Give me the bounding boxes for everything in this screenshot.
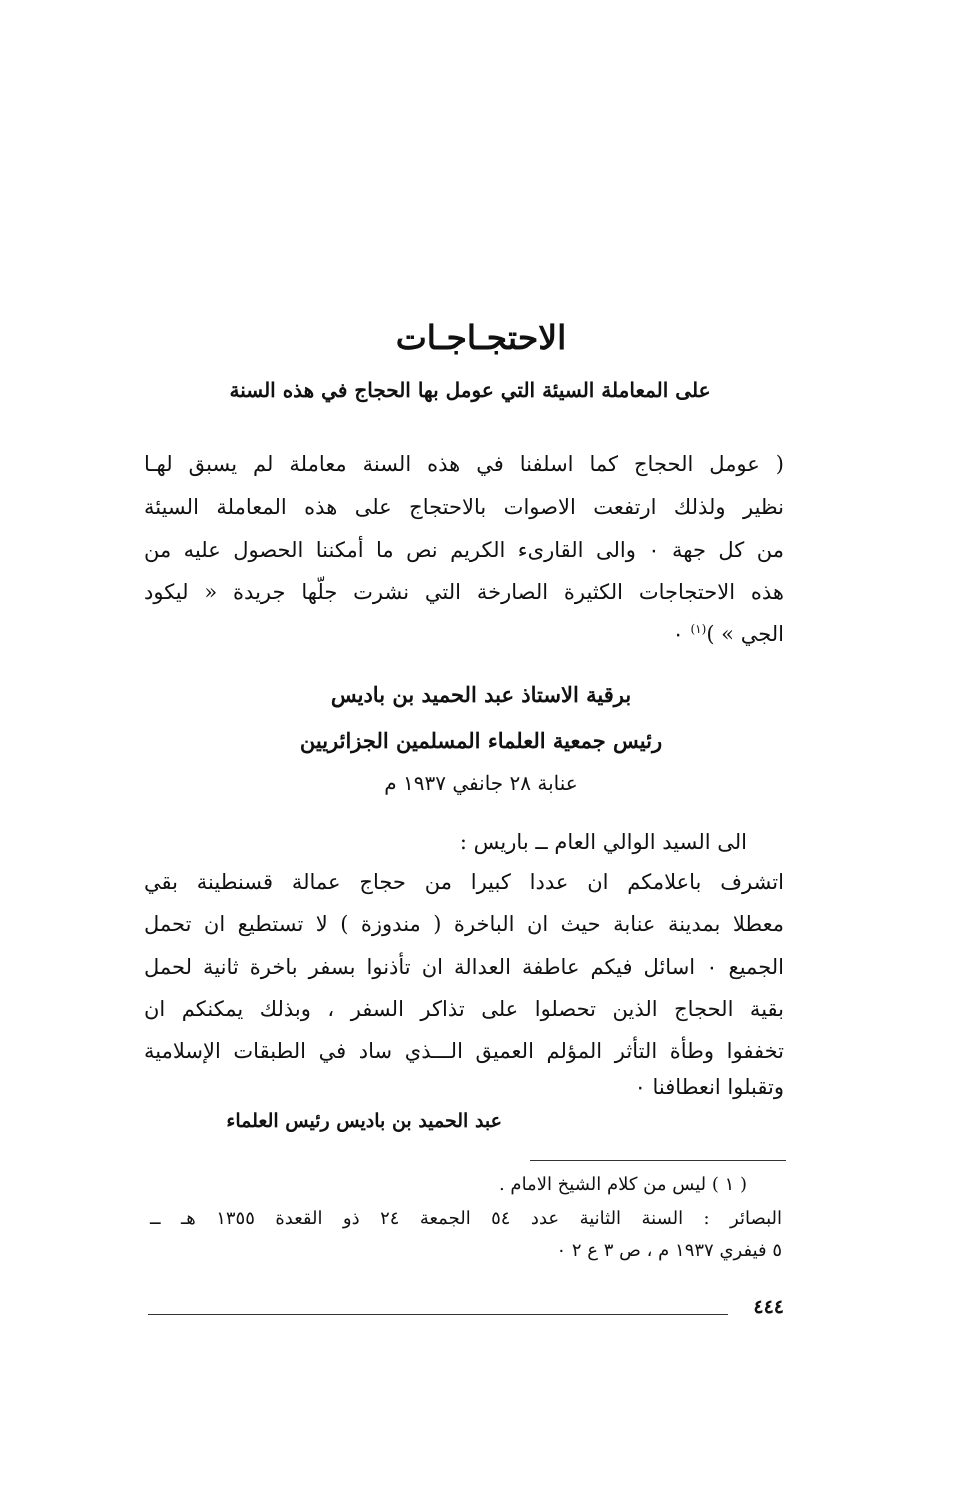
footnote-reference: (١): [690, 622, 707, 636]
footnote-line: ( ١ ) ليس من كلام الشيخ الامام .: [498, 1174, 747, 1195]
telegram-line: الجميع ٠ اسائل فيكم عاطفة العدالة ان تأذنوا بسفر باخرة ثانية لحمل: [144, 955, 784, 979]
telegram-line: اتشرف باعلامكم ان عددا كبيرا من حجاج عمالة قسنطينة بقي: [144, 870, 784, 894]
page-subtitle: على المعاملة السيئة التي عومل بها الحجاج في هذه السنة: [229, 378, 711, 402]
telegram-line: بقية الحجاج الذين تحصلوا على تذاكر السفر ، وبذلك يمكنكم ان: [144, 997, 784, 1021]
intro-line: الجي » ): [706, 622, 784, 646]
intro-line: هذه الاحتجاجات الكثيرة الصارخة التي نشرت جلّها جريدة « ليكود: [144, 580, 784, 604]
telegram-line: معطلا بمدينة عنابة حيث ان الباخرة ( مندوزة ) لا تستطيع ان تحمل: [144, 912, 784, 936]
intro-last-line: [144, 622, 784, 646]
page-number: ٤٤٤: [753, 1296, 784, 1318]
page-title: الاحتجـاجـات: [395, 318, 567, 357]
telegram-heading: برقية الاستاذ عبد الحميد بن باديس: [330, 682, 632, 707]
intro-line: ( عومل الحجاج كما اسلفنا في هذه السنة معاملة لم يسبق لهـا: [144, 452, 784, 476]
telegram-address: الى السيد الوالي العام ــ باريس :: [459, 830, 747, 854]
footnote-line: البصائر : السنة الثانية عدد ٥٤ الجمعة ٢٤ ذو القعدة ١٣٥٥ هـ ــ: [150, 1208, 783, 1229]
telegram-line: تخففوا وطأة التأثر المؤلم العميق الـــذي ساد في الطبقات الإسلامية: [144, 1039, 784, 1063]
telegram-line: وتقبلوا انعطافنا ٠: [634, 1075, 784, 1099]
footnote-line: ٥ فيفري ١٩٣٧ م ، ص ٣ ع ٢ ٠: [556, 1240, 782, 1261]
telegram-subheading: رئيس جمعية العلماء المسلمين الجزائريين: [299, 728, 663, 753]
footnote-divider: [530, 1160, 786, 1161]
telegram-date: عنابة ٢٨ جانفي ١٩٣٧ م: [384, 771, 578, 795]
intro-end-mark: ٠: [672, 622, 691, 646]
intro-line: من كل جهة ٠ والى القارىء الكريم نص ما أمكننا الحصول عليه من: [144, 538, 784, 562]
intro-line: نظير ولذلك ارتفعت الاصوات بالاحتجاج على هذه المعاملة السيئة: [144, 495, 784, 519]
telegram-signature: عبد الحميد بن باديس رئيس العلماء: [226, 1110, 502, 1132]
footer-rule: [148, 1314, 728, 1315]
